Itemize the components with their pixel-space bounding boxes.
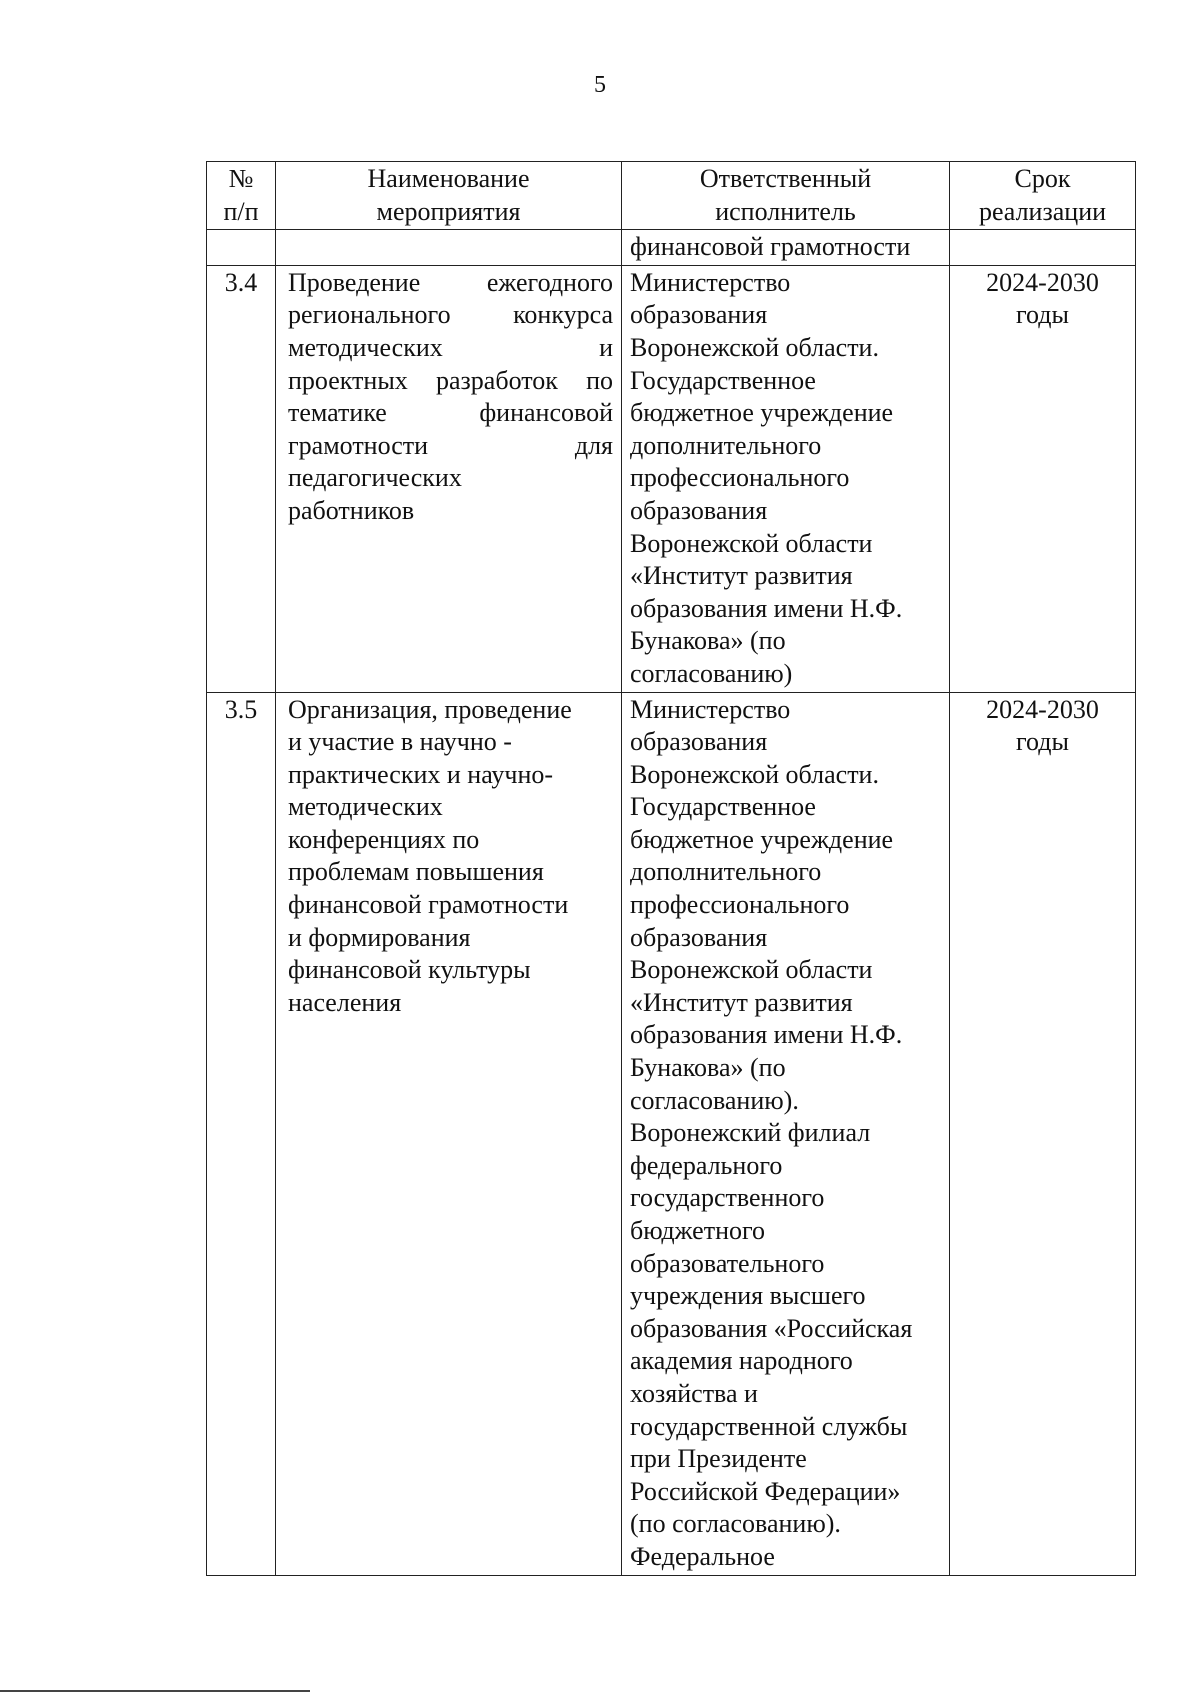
header-responsible-line: исполнитель <box>715 196 856 226</box>
responsible-line: Бунакова» (по <box>630 626 786 656</box>
responsible-line: образования «Российская <box>630 1313 913 1343</box>
row-term <box>950 265 1136 692</box>
name-line: и формирования <box>288 922 471 952</box>
responsible-line: «Институт развития <box>630 987 853 1017</box>
responsible-line: Министерство <box>630 267 791 297</box>
responsible-line: Министерство <box>630 694 791 724</box>
table-row <box>207 692 1136 1575</box>
header-name-line: мероприятия <box>376 196 521 226</box>
name-line: методических и <box>288 332 613 362</box>
continuation-row <box>207 230 1136 266</box>
header-num-line: № <box>228 164 254 193</box>
responsible-line: бюджетного <box>630 1216 766 1245</box>
responsible-line: Российской Федерации» <box>630 1476 901 1506</box>
responsible-line: Воронежской области <box>630 955 873 985</box>
responsible-line: образовательного <box>630 1248 825 1278</box>
name-line: тематике финансовой <box>288 398 613 428</box>
header-num-line: п/п <box>223 196 259 226</box>
responsible-line: Воронежской области. <box>630 332 879 362</box>
header-term <box>950 162 1136 230</box>
name-line: финансовой культуры <box>288 955 531 985</box>
row-name <box>276 692 622 1575</box>
name-line: методических <box>288 792 443 822</box>
header-responsible-line: Ответственный <box>699 164 872 193</box>
name-line: грамотности для <box>288 430 613 460</box>
continuation-term-cell <box>950 230 1136 266</box>
row-num: 3.4 <box>207 265 276 692</box>
name-line: финансовой грамотности <box>288 890 569 920</box>
name-line: Проведение ежегодного <box>288 267 613 297</box>
responsible-line: учреждения высшего <box>630 1281 866 1311</box>
responsible-line: бюджетное учреждение <box>630 824 894 854</box>
header-name <box>276 162 622 230</box>
responsible-line: образования имени Н.Ф. <box>630 1020 903 1050</box>
row-name <box>276 265 622 692</box>
header-num <box>207 162 276 230</box>
responsible-line: согласованию). <box>630 1085 799 1115</box>
row-num: 3.5 <box>207 692 276 1575</box>
term-line: 2024-2030 <box>986 267 1099 297</box>
header-term-line: реализации <box>978 196 1107 226</box>
responsible-line: Воронежский филиал <box>630 1118 871 1148</box>
responsible-line: федерального <box>630 1150 783 1180</box>
header-term-line: Срок <box>1014 164 1071 193</box>
responsible-line: согласованию) <box>630 658 793 688</box>
name-line: проектных разработок по <box>288 365 613 395</box>
responsible-line: образования имени Н.Ф. <box>630 593 903 623</box>
name-line: регионального конкурса <box>288 300 613 330</box>
responsible-line: образования <box>630 922 768 952</box>
page-number: 5 <box>594 72 606 98</box>
responsible-line: Воронежской области. <box>630 759 879 789</box>
continuation-responsible-cell <box>622 230 950 266</box>
responsible-line: академия народного <box>630 1346 853 1376</box>
responsible-line: хозяйства и <box>630 1378 758 1408</box>
responsible-line: бюджетное учреждение <box>630 398 894 428</box>
term-line: годы <box>1016 727 1069 757</box>
responsible-line: Государственное <box>630 792 816 822</box>
responsible-line: образования <box>630 495 768 525</box>
row-responsible <box>622 265 950 692</box>
responsible-line: при Президенте <box>630 1444 807 1474</box>
name-line: работников <box>288 495 415 525</box>
row-term <box>950 692 1136 1575</box>
responsible-line: образования <box>630 300 768 330</box>
row-responsible <box>622 692 950 1575</box>
responsible-line: Воронежской области <box>630 528 873 558</box>
responsible-line: Государственное <box>630 365 816 395</box>
responsible-line: Федеральное <box>630 1541 775 1571</box>
responsible-line: Бунакова» (по <box>630 1053 786 1083</box>
responsible-line: образования <box>630 727 768 757</box>
name-line: проблемам повышения <box>288 857 544 887</box>
header-name-line: Наименование <box>367 164 530 193</box>
term-line: 2024-2030 <box>986 694 1099 724</box>
responsible-line: дополнительного <box>630 430 822 460</box>
term-line: годы <box>1016 300 1069 330</box>
responsible-line: (по согласованию). <box>630 1509 841 1539</box>
responsible-line: финансовой грамотности <box>630 232 911 262</box>
name-line: педагогических <box>288 463 462 493</box>
responsible-line: государственного <box>630 1183 825 1213</box>
name-line: Организация, проведение <box>288 694 572 724</box>
bottom-rule <box>0 1690 310 1692</box>
responsible-line: профессионального <box>630 890 850 920</box>
responsible-line: государственной службы <box>630 1411 908 1441</box>
measures-table <box>206 161 1136 1576</box>
responsible-line: «Институт развития <box>630 561 853 591</box>
name-line: практических и научно- <box>288 759 554 789</box>
name-line: населения <box>288 987 402 1017</box>
continuation-num-cell <box>207 230 276 266</box>
name-line: и участие в научно - <box>288 727 512 757</box>
table-row <box>207 265 1136 692</box>
name-line: конференциях по <box>288 824 480 854</box>
continuation-name-cell <box>276 230 622 266</box>
header-responsible <box>622 162 950 230</box>
responsible-line: профессионального <box>630 463 850 493</box>
responsible-line: дополнительного <box>630 857 822 887</box>
table-header-row <box>207 162 1136 230</box>
